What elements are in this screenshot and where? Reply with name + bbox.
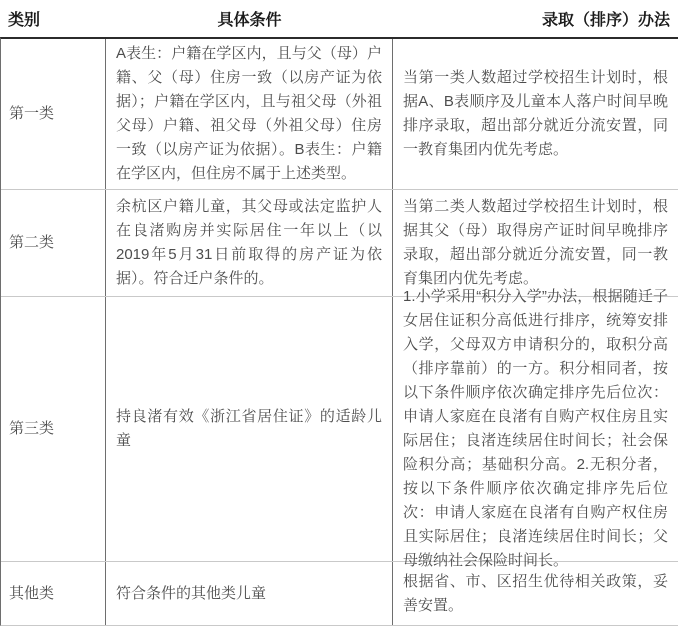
condition-cell bbox=[106, 297, 393, 561]
method-cell bbox=[393, 562, 678, 625]
method-cell bbox=[393, 288, 678, 569]
method-cell bbox=[393, 190, 678, 296]
category-label: 第二类 bbox=[9, 234, 55, 251]
table-header-row bbox=[0, 0, 678, 37]
method-text: 当第一类人数超过学校招生计划时，根据A、B表顺序及儿童本人落户时间早晚排序录取，超出部分就近分流安置，同一教育集团内优先考虑。 bbox=[403, 69, 668, 158]
category-label: 第一类 bbox=[9, 105, 55, 122]
category-cell bbox=[1, 39, 106, 189]
category-cell bbox=[1, 190, 106, 296]
condition-cell bbox=[106, 562, 393, 625]
category-cell bbox=[1, 297, 106, 561]
header-method: 录取（排序）办法 bbox=[541, 12, 670, 29]
condition-text: 余杭区户籍儿童，其父母或法定监护人在良渚购房并实际居住一年以上（以2019年5月31日前取得的房产证为依据）。符合迁户条件的。 bbox=[116, 198, 382, 287]
table-row-category3 bbox=[1, 288, 678, 569]
condition-cell bbox=[106, 39, 393, 189]
method-cell bbox=[393, 39, 678, 189]
method-text: 当第二类人数超过学校招生计划时，根据其父（母）取得房产证时间早晚排序录取，超出部分就近分流安置，同一教育集团内优先考虑。 bbox=[403, 198, 668, 287]
condition-text: 持良渚有效《浙江省居住证》的适龄儿童 bbox=[116, 408, 382, 449]
category-cell bbox=[1, 562, 106, 625]
condition-text: 符合条件的其他类儿童 bbox=[116, 584, 267, 602]
method-text: 根据省、市、区招生优待相关政策，妥善安置。 bbox=[403, 572, 668, 614]
table-row-category1 bbox=[1, 39, 678, 190]
table-row-category2 bbox=[1, 190, 678, 297]
table-row-other bbox=[1, 562, 678, 625]
condition-cell bbox=[106, 190, 393, 296]
condition-text: A表生：户籍在学区内，且与父（母）户籍、父（母）住房一致（以房产证为依据）；户籍在学区内，且与祖父母（外祖父母）户籍、祖父母（外祖父母）住房一致（以房产证为依据）。B表生：户籍在学区内，但住房不属于上述类型。 bbox=[116, 45, 382, 182]
method-text: 1.小学采用“积分入学”办法，根据随迁子女居住证积分高低进行排序，统筹安排入学，父母双方申请积分的，取积分高（排序靠前）的一方。积分相同者，按以下条件顺序依次确定排序先后位次：申请人家庭在良渚有自购产权住房且实际居住；良渚连续居住时间长；社会保险积分高；基础积分高。2.无积分者，按以下条件顺序依次确定排序先后位次：申请人家庭在良渚有自购产权住房且实际居住；良渚连续居住时间长；父母缴纳社会保险时间长。 bbox=[403, 288, 668, 569]
header-category: 类别 bbox=[8, 12, 41, 29]
category-label: 第三类 bbox=[9, 420, 55, 437]
admission-table bbox=[0, 37, 678, 626]
header-condition: 具体条件 bbox=[217, 12, 282, 29]
category-label: 其他类 bbox=[9, 584, 55, 602]
